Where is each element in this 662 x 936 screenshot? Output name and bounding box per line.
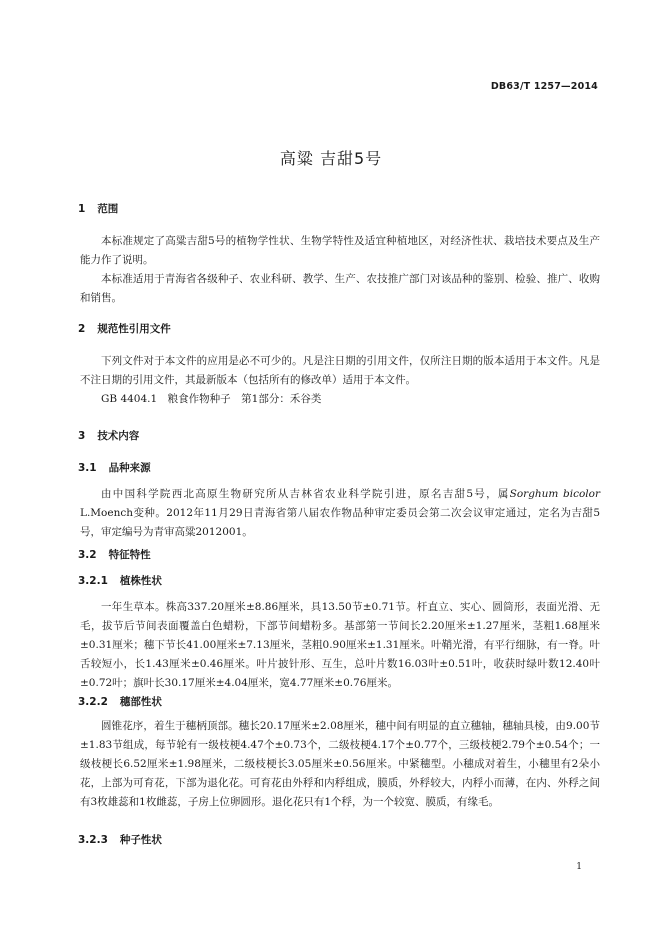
section-title: 种子性状 <box>119 834 162 846</box>
paragraph: 下列文件对于本文件的应用是必不可少的。凡是注日期的引用文件，仅所注日期的版本适用于本文件。凡是不注日期的引用文件，其最新版本（包括所有的修改单）适用于本文件。 <box>80 355 600 386</box>
section-heading-1 <box>78 201 118 216</box>
section-title: 范围 <box>97 203 119 215</box>
section-number: 3.2 <box>78 549 97 561</box>
section-title: 穗部性状 <box>119 696 162 708</box>
section-number: 3.2.2 <box>78 696 108 708</box>
section-heading-3-2-2 <box>78 694 162 709</box>
section-number: 3.2.3 <box>78 834 108 846</box>
section-number: 3.1 <box>78 462 97 474</box>
reference-entry: GB 4404.1 粮食作物种子 第1部分：禾谷类 <box>101 393 322 405</box>
section-heading-3-2 <box>78 547 151 562</box>
section-title: 技术内容 <box>97 430 140 442</box>
paragraph: 本标准规定了高粱吉甜5号的植物学性状、生物学特性及适宜种植地区，对经济性状、栽培技术要点及生产能力作了说明。 <box>80 235 600 266</box>
section-number: 2 <box>78 323 86 335</box>
section-title: 规范性引用文件 <box>97 323 171 335</box>
section-title: 特征特性 <box>108 549 151 561</box>
text-run: 由中国科学院西北高原生物研究所从吉林省农业科学院引进，原名吉甜5号，属 <box>101 488 510 500</box>
section-title: 植株性状 <box>119 575 162 587</box>
standard-code: DB63/T 1257—2014 <box>490 81 598 92</box>
page-title: 高粱 吉甜5号 <box>279 149 383 168</box>
paragraph: 本标准适用于青海省各级种子、农业科研、教学、生产、农技推广部门对该品种的鉴别、检验、推广、收购和销售。 <box>80 273 600 304</box>
section-heading-3-1 <box>78 460 151 475</box>
paragraph <box>80 485 600 542</box>
paragraph: 一年生草本。株高337.20厘米±8.86厘米，具13.50节±0.71节。杆直立、实心、圆筒形，表面光滑、无毛，拔节后节间表面覆盖白色蜡粉，下部节间蜡粉多。基部第一节间长2.20厘米±1.27厘米，茎粗1.68厘米±0.31厘米；穗下节长41.00厘米±7.13厘米，茎粗0.90厘米±1.31厘米。叶鞘光滑，有平行细脉，有一脊。叶舌较短小，长1.43厘米±0.46厘米。叶片披针形、互生，总叶片数16.03叶±0.51叶，收获时绿叶数12.40叶±0.72叶；旗叶长30.17厘米±4.04厘米，宽4.77厘米±0.76厘米。 <box>80 601 600 689</box>
text-run: L.Moench变种。2012年11月29日青海省第八届农作物品种审定委员会第二次会议审定通过，定名为吉甜5号，审定编号为青审高粱2012001。 <box>80 507 600 538</box>
section-number: 3.2.1 <box>78 575 108 587</box>
page-number: 1 <box>576 862 582 872</box>
section-heading-3-2-3 <box>78 832 162 847</box>
section-number: 3 <box>78 430 86 442</box>
section-heading-3 <box>78 428 139 443</box>
latin-name: Sorghum bicolor <box>509 488 600 500</box>
section-heading-3-2-1 <box>78 573 162 588</box>
section-title: 品种来源 <box>108 462 151 474</box>
section-heading-2 <box>78 321 171 336</box>
paragraph: 圆锥花序，着生于穗柄顶部。穗长20.17厘米±2.08厘米，穗中间有明显的直立穗轴，穗轴具棱，由9.00节±1.83节组成，每节轮有一级枝梗4.47个±0.73个，二级枝梗4.17个±0.77个，三级枝梗2.79个±0.54个；一级枝梗长6.52厘米±1.98厘米，二级枝梗长3.05厘米±0.56厘米。中紧穗型。小穗成对着生，小穗里有2朵小花，上部为可育花，下部为退化花。可育花由外稃和内稃组成，膜质，外稃较大，内稃小而薄，在内、外稃之间有3枚雄蕊和1枚雌蕊，子房上位卵圆形。退化花只有1个稃，为一个较宽、膜质，有缘毛。 <box>80 720 600 808</box>
section-number: 1 <box>78 203 86 215</box>
